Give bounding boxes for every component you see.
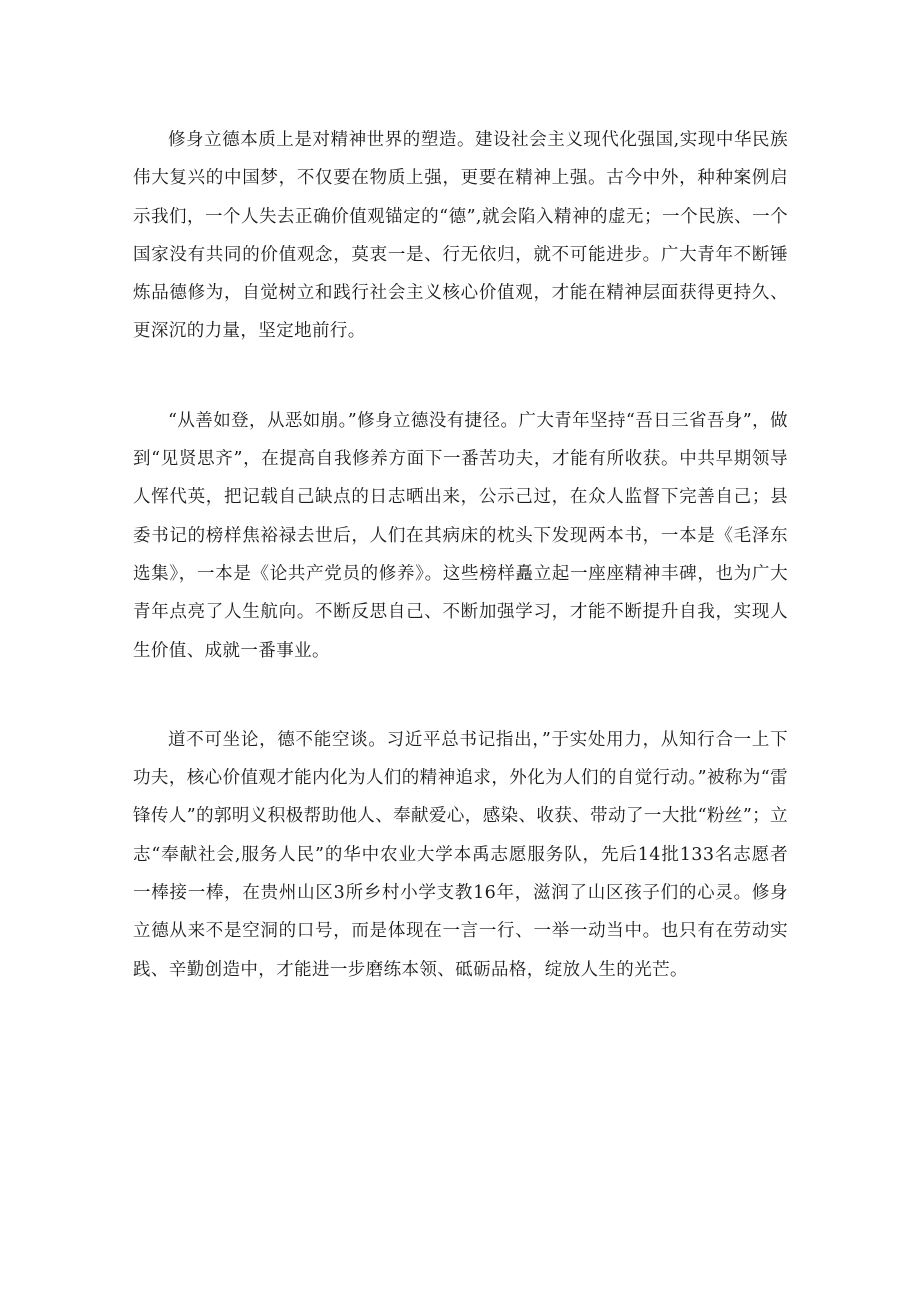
paragraph-1: 修身立德本质上是对精神世界的塑造。建设社会主义现代化强国,实现中华民族伟大复兴的中国梦，不仅要在物质上强，更要在精神上强。古今中外，种种案例启示我们，一个人失去正确价值观锚定的“德”,就会陷入精神的虚无；一个民族、一个国家没有共同的价值观念，莫衷一是、行无依归，就不可能进步。广大青年不断锤炼品德修为，自觉树立和践行社会主义核心价值观，才能在精神层面获得更持久、更深沉的力量，坚定地前行。 [133,130,788,342]
document-body [133,121,788,989]
paragraph-3: 道不可坐论，德不能空谈。习近平总书记指出，”于实处用力，从知行合一上下功夫，核心价值观才能内化为人们的精神追求，外化为人们的自觉行动。”被称为“雷锋传人”的郭明义积极帮助他人、奉献爱心，感染、收获、带动了一大批“粉丝”；立志“奉献社会,服务人民”的华中农业大学本禹志愿服务队，先后14批133名志愿者一棒接一棒，在贵州山区3所乡村小学支教16年，滋润了山区孩子们的心灵。修身立德从来不是空洞的口号，而是体现在一言一行、一举一动当中。也只有在劳动实践、辛勤创造中，才能进一步磨练本领、砥砺品格，绽放人生的光芒。 [133,729,788,980]
paragraph-2: “从善如登，从恶如崩。”修身立德没有捷径。广大青年坚持“吾日三省吾身”，做到“见贤思齐”，在提高自我修养方面下一番苦功夫，才能有所收获。中共早期领导人恽代英，把记载自己缺点的日志晒出来，公示己过，在众人监督下完善自己；县委书记的榜样焦裕禄去世后，人们在其病床的枕头下发现两本书，一本是《毛泽东选集》，一本是《论共产党员的修养》。这些榜样矗立起一座座精神丰碑，也为广大青年点亮了人生航向。不断反思自己、不断加强学习，才能不断提升自我，实现人生价值、成就一番事业。 [133,410,788,661]
